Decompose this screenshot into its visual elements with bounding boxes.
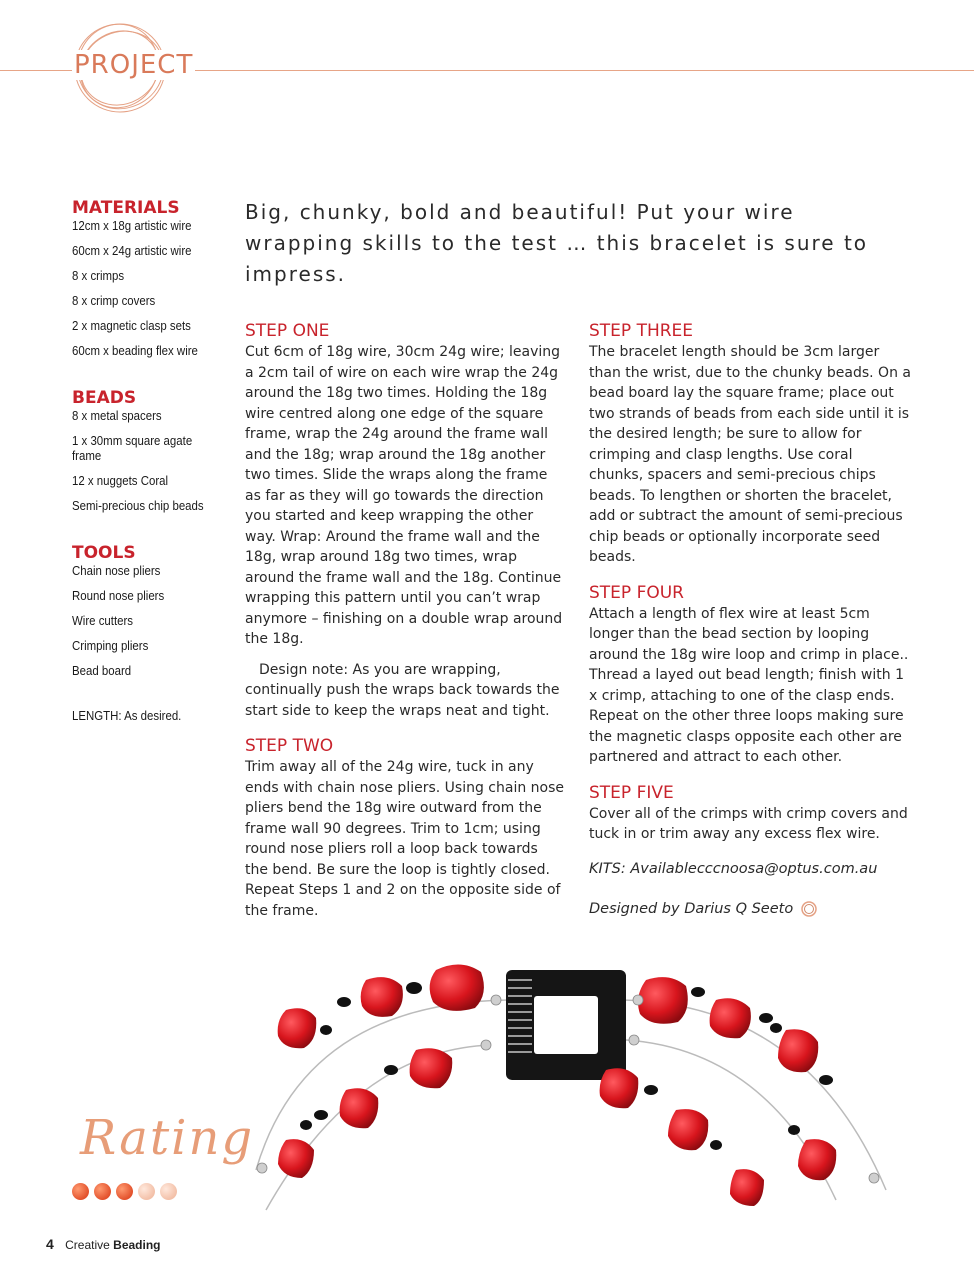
- step-heading: STEP ONE: [245, 321, 330, 341]
- beads-list: [72, 408, 232, 513]
- list-item: 12cm x 18g artistic wire: [72, 218, 192, 233]
- step-heading: STEP THREE: [589, 321, 694, 341]
- length-note: LENGTH: As desired.: [72, 708, 182, 723]
- list-item: Semi-precious chip beads: [72, 498, 204, 513]
- list-item: 2 x magnetic clasp sets: [72, 318, 191, 333]
- step-body: The bracelet length should be 3cm larger than the wrist, due to the chunky beads. On a bead board lay the square frame; place out two strands of beads from each side until it is the desired length; be sure to allow for crimping and clasp lengths. Use coral chunks, spacers and semi-precious chips beads. To lengthen or shorten the bracelet, add or subtract the amount of semi-precious chip beads or optionally incorporate seed beads.: [589, 344, 911, 565]
- list-item: 12 x nuggets Coral: [72, 473, 169, 488]
- list-item: Chain nose pliers: [72, 563, 161, 578]
- list-item: 8 x metal spacers: [72, 408, 162, 423]
- brand-name: Beading: [113, 1238, 161, 1252]
- rating-dot-icon: [72, 1183, 89, 1200]
- step-body: Trim away all of the 24g wire, tuck in any ends with chain nose pliers. Using chain nose pliers bend the 18g wire outward from the frame wall 90 degrees. Trim to 1cm; using round nose pliers roll a loop back towards the bend. Be sure the loop is tightly closed. Repeat Steps 1 and 2 on the opposite side of the frame.: [245, 759, 565, 919]
- beads-heading: BEADS: [72, 388, 137, 408]
- page-number: 4: [46, 1236, 54, 1252]
- list-item: Wire cutters: [72, 613, 134, 628]
- designer-credit-row: [589, 899, 911, 920]
- tools-heading: TOOLS: [72, 543, 136, 563]
- rating-dots: [72, 1183, 177, 1200]
- step-five: [589, 782, 911, 845]
- step-heading: STEP FIVE: [589, 782, 674, 803]
- rating-dot-icon: [94, 1183, 111, 1200]
- beads-group: [72, 388, 232, 513]
- brand-prefix: Creative: [65, 1238, 110, 1252]
- page-footer: [46, 1236, 161, 1252]
- steps-column-right: [589, 320, 911, 920]
- step-four: [589, 582, 911, 768]
- list-item: 60cm x beading flex wire: [72, 343, 198, 358]
- intro-text: Big, chunky, bold and beautiful! Put your wire wrapping skills to the test … this bracelet is sure to impress.: [245, 200, 869, 286]
- bracelet-photo: [246, 940, 906, 1212]
- list-item: Crimping pliers: [72, 638, 149, 653]
- materials-list: [72, 218, 232, 358]
- step-body: Cut 6cm of 18g wire, 30cm 24g wire; leaving a 2cm tail of wire on each wire wrap the 24g around the 18g two times. Holding the 18g wire centred along one edge of the square frame, wrap the 24g around the frame wall and the 18g; wrap around the 18g another two times. Slide the wraps along the frame as far as they will go towards the direction you started and keep wrapping the other way. Wrap: Around the frame wall and the 18g, wrap around 18g two times, wrap around the frame wall and the 18g. Continue wrapping this pattern until you can’t wrap anymore – finishing on a double wrap around the 18g.: [245, 344, 563, 647]
- list-item: Bead board: [72, 663, 132, 678]
- step-body: Cover all of the crimps with crimp covers and tuck in or trim away any excess flex wire.: [589, 805, 908, 842]
- rating-dot-icon: [116, 1183, 133, 1200]
- list-item: 8 x crimps: [72, 268, 125, 283]
- rating-dot-icon: [138, 1183, 155, 1200]
- rating-dot-icon: [160, 1183, 177, 1200]
- step-two: [245, 735, 565, 921]
- end-mark-icon: [801, 901, 817, 917]
- list-item: 60cm x 24g artistic wire: [72, 243, 192, 258]
- materials-heading: MATERIALS: [72, 198, 180, 218]
- list-item: Round nose pliers: [72, 588, 165, 603]
- designer-credit: Designed by Darius Q Seeto: [589, 901, 794, 917]
- steps-column-left: [245, 320, 565, 935]
- step-heading: STEP FOUR: [589, 582, 684, 603]
- section-label: PROJECT: [74, 50, 194, 80]
- materials-group: [72, 198, 232, 358]
- tools-list: [72, 563, 232, 678]
- kits-contact: KITS: Availablecccnoosa@optus.com.au: [589, 860, 878, 877]
- step-heading: STEP TWO: [245, 736, 334, 756]
- tools-group: [72, 543, 232, 678]
- design-note: Design note: As you are wrapping, continually push the wraps back towards the start side to keep the wraps neat and tight.: [245, 661, 560, 719]
- list-item: 1 x 30mm square agate frame: [72, 433, 193, 463]
- step-body: Attach a length of flex wire at least 5cm longer than the bead section by looping around the 18g wire loop and crimp in place.. Thread a layed out bead length; finish with 1 x crimp, attaching to one of the clasp ends. Repeat on the other three loops making sure the magnetic clasps opposite each other are partnered and attract to each other.: [589, 605, 909, 765]
- sidebar: [72, 198, 232, 723]
- list-item: 8 x crimp covers: [72, 293, 156, 308]
- step-three: [589, 320, 911, 568]
- step-one: [245, 320, 565, 721]
- rating-label: Rating: [80, 1110, 255, 1166]
